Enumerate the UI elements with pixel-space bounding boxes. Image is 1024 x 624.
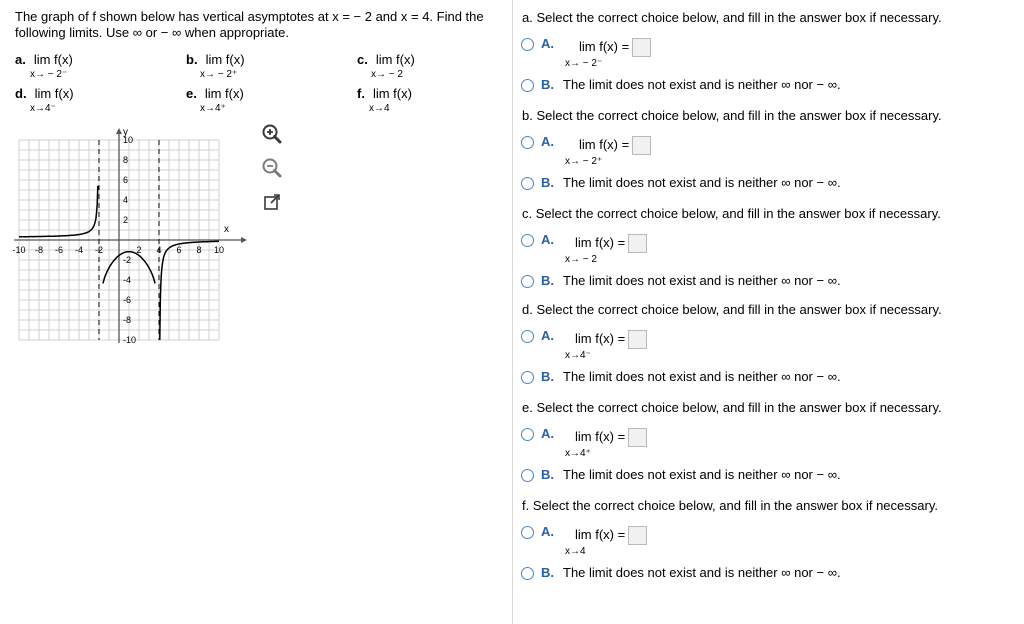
radio-button[interactable] xyxy=(521,136,534,149)
limit-e: e. lim f(x) x→4⁺ xyxy=(186,86,244,114)
y-tick-label: -4 xyxy=(123,275,132,285)
x-tick-label: -10 xyxy=(12,245,26,255)
choice-e-a-expression: lim f(x) = x→4⁺ xyxy=(575,428,647,459)
x-tick-label: -4 xyxy=(74,245,84,255)
zoom-out-icon[interactable] xyxy=(261,157,283,179)
x-tick-label: 6 xyxy=(176,245,182,255)
radio-button[interactable] xyxy=(521,526,534,539)
intro-line-1: The graph of f shown below has vertical asymptotes at x = − 2 and x = 4. Find the xyxy=(15,9,484,24)
choice-a-b[interactable]: B. The limit does not exist and is neither ∞ nor − ∞. xyxy=(521,77,841,92)
x-axis-label: x xyxy=(224,224,229,235)
question-intro xyxy=(15,9,505,41)
y-tick-label: -8 xyxy=(123,315,132,325)
y-tick-label: 8 xyxy=(123,155,129,165)
y-tick-label: 6 xyxy=(123,175,129,185)
answer-box[interactable] xyxy=(628,428,647,447)
x-tick-label: 2 xyxy=(136,245,142,255)
limit-f: f. lim f(x) x→4 xyxy=(357,86,412,114)
question-e-heading: e. Select the correct choice below, and fill in the answer box if necessary. xyxy=(522,400,942,415)
y-tick-label: 10 xyxy=(123,135,134,145)
popout-icon[interactable] xyxy=(261,191,283,213)
x-axis-arrow xyxy=(241,237,247,243)
choice-f-a[interactable]: A. xyxy=(521,524,554,539)
choice-e-a[interactable]: A. xyxy=(521,426,554,441)
limit-d: d. lim f(x) x→4⁻ xyxy=(15,86,74,114)
intro-line-2: following limits. Use ∞ or − ∞ when appropriate. xyxy=(15,25,289,40)
choice-d-b[interactable]: B. The limit does not exist and is neither ∞ nor − ∞. xyxy=(521,369,841,384)
question-b-heading: b. Select the correct choice below, and fill in the answer box if necessary. xyxy=(522,108,942,123)
radio-button[interactable] xyxy=(521,275,534,288)
x-tick-label: -8 xyxy=(34,245,44,255)
x-tick-label: 4 xyxy=(156,245,162,255)
y-tick-label: 4 xyxy=(123,195,129,205)
radio-button[interactable] xyxy=(521,469,534,482)
radio-button[interactable] xyxy=(521,79,534,92)
x-tick-label: -2 xyxy=(94,245,104,255)
x-tick-label: 10 xyxy=(213,245,225,255)
radio-button[interactable] xyxy=(521,177,534,190)
choice-d-a[interactable]: A. xyxy=(521,328,554,343)
limit-a: a. lim f(x) x→ − 2⁻ xyxy=(15,52,73,80)
y-tick-label: -10 xyxy=(123,335,137,345)
limit-c: c. lim f(x) x→ − 2 xyxy=(357,52,415,80)
answer-box[interactable] xyxy=(628,234,647,253)
x-tick-label: -6 xyxy=(54,245,64,255)
y-tick-label: -6 xyxy=(123,295,132,305)
choice-a-a[interactable]: A. xyxy=(521,36,554,51)
y-tick-label: 2 xyxy=(123,215,129,225)
choice-c-a-expression: lim f(x) = x→ − 2 xyxy=(575,234,647,265)
panel-divider xyxy=(512,0,513,624)
curve-left-branch xyxy=(19,186,98,237)
y-axis-label: y xyxy=(123,127,128,138)
choice-c-b[interactable]: B. The limit does not exist and is neither ∞ nor − ∞. xyxy=(521,273,841,288)
radio-button[interactable] xyxy=(521,567,534,580)
choice-f-a-expression: lim f(x) = x→4 xyxy=(575,526,647,557)
choice-c-a[interactable]: A. xyxy=(521,232,554,247)
choice-b-b[interactable]: B. The limit does not exist and is neither ∞ nor − ∞. xyxy=(521,175,841,190)
choice-b-a-expression: lim f(x) = x→ − 2⁺ xyxy=(579,136,651,167)
radio-button[interactable] xyxy=(521,428,534,441)
radio-button[interactable] xyxy=(521,38,534,51)
choice-f-b[interactable]: B. The limit does not exist and is neither ∞ nor − ∞. xyxy=(521,565,841,580)
radio-button[interactable] xyxy=(521,330,534,343)
choice-a-a-expression: lim f(x) = x→ − 2⁻ xyxy=(579,38,651,69)
choice-b-a[interactable]: A. xyxy=(521,134,554,149)
x-tick-label: 8 xyxy=(196,245,202,255)
answer-box[interactable] xyxy=(632,136,651,155)
answer-box[interactable] xyxy=(628,526,647,545)
limit-b: b. lim f(x) x→ − 2⁺ xyxy=(186,52,245,80)
question-d-heading: d. Select the correct choice below, and fill in the answer box if necessary. xyxy=(522,302,942,317)
y-tick-label: -2 xyxy=(123,255,132,265)
question-f-heading: f. Select the correct choice below, and fill in the answer box if necessary. xyxy=(522,498,938,513)
choice-d-a-expression: lim f(x) = x→4⁻ xyxy=(575,330,647,361)
radio-button[interactable] xyxy=(521,371,534,384)
question-a-heading: a. Select the correct choice below, and fill in the answer box if necessary. xyxy=(522,10,942,25)
zoom-in-icon[interactable] xyxy=(261,123,283,145)
y-axis-arrow xyxy=(116,128,122,134)
choice-e-b[interactable]: B. The limit does not exist and is neither ∞ nor − ∞. xyxy=(521,467,841,482)
function-graph xyxy=(12,120,260,350)
answer-box[interactable] xyxy=(632,38,651,57)
answer-box[interactable] xyxy=(628,330,647,349)
question-c-heading: c. Select the correct choice below, and fill in the answer box if necessary. xyxy=(522,206,941,221)
radio-button[interactable] xyxy=(521,234,534,247)
